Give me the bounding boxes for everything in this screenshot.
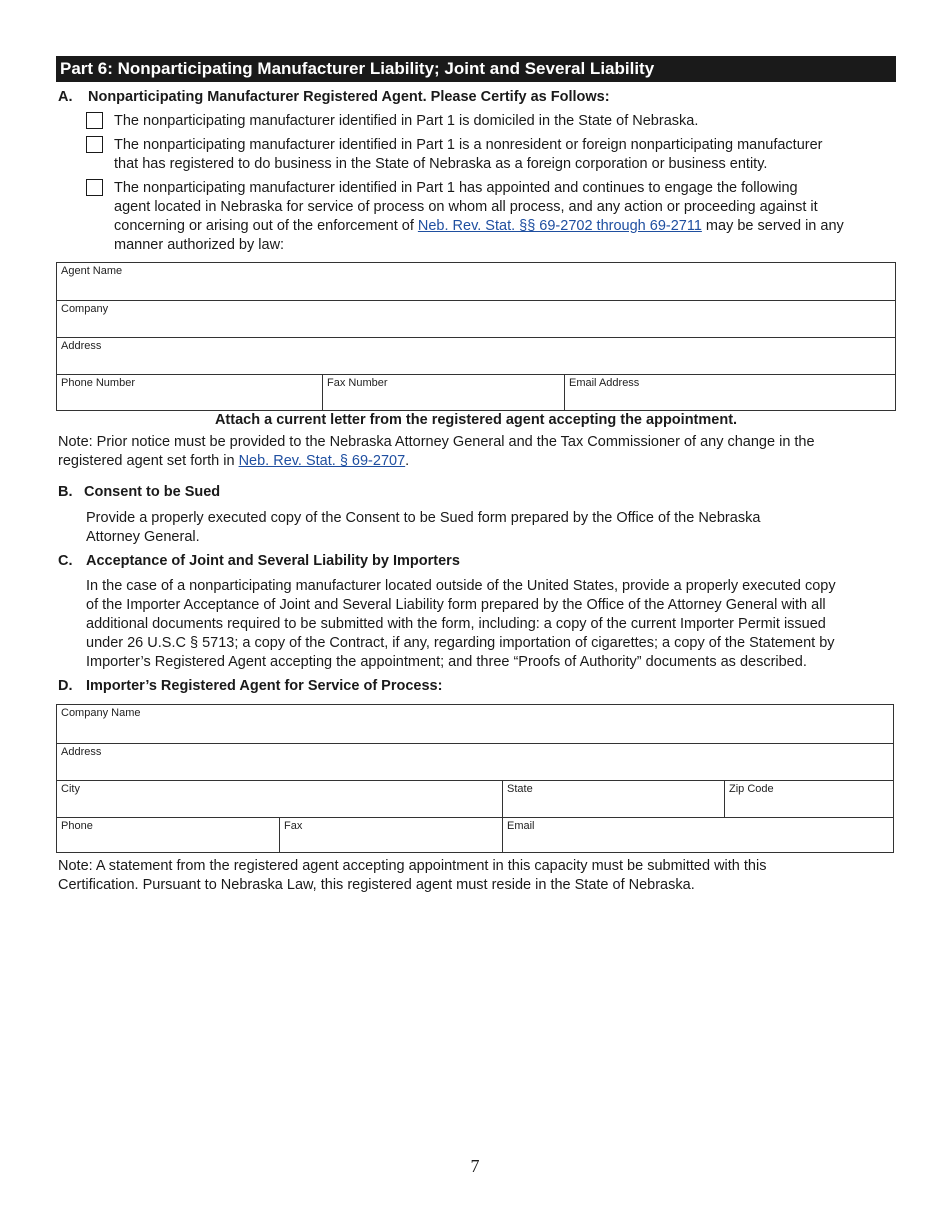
statute-link-69-2707[interactable]: Neb. Rev. Stat. § 69-2707 bbox=[238, 453, 406, 469]
agent-company-input[interactable] bbox=[61, 318, 891, 334]
section-c-line-4: under 26 U.S.C § 5713; a copy of the Contract, if any, regarding importation of cigarettes; a copy of the Statement by bbox=[86, 635, 835, 651]
importer-city-row bbox=[57, 780, 893, 817]
agent-email-input[interactable] bbox=[569, 391, 891, 407]
importer-address-input[interactable] bbox=[61, 761, 889, 777]
section-a-letter: A. bbox=[58, 89, 73, 105]
section-c-line-5: Importer’s Registered Agent accepting the appointment; and three “Proofs of Authority” documents as described. bbox=[86, 654, 807, 670]
agent-address-input[interactable] bbox=[61, 355, 891, 371]
agent-fax-label: Fax Number bbox=[327, 377, 388, 389]
importer-address-cell bbox=[57, 744, 893, 780]
agent-change-note-pre: registered agent set forth in bbox=[58, 453, 239, 469]
section-d-letter: D. bbox=[58, 678, 73, 694]
section-d-title bbox=[58, 677, 442, 695]
agent-change-note-line-2 bbox=[58, 452, 898, 471]
importer-zip-cell bbox=[724, 781, 893, 817]
importer-contact-row bbox=[57, 817, 893, 852]
importer-agent-note-line-2: Certification. Pursuant to Nebraska Law, this registered agent must reside in the State of Nebraska. bbox=[58, 877, 695, 893]
section-d-heading: Importer’s Registered Agent for Service of Process: bbox=[86, 678, 443, 694]
agent-address-cell bbox=[57, 338, 895, 374]
importer-agent-note-line-1: Note: A statement from the registered agent accepting appointment in this capacity must be submitted with this bbox=[58, 858, 767, 874]
importer-agent-note bbox=[58, 857, 898, 895]
agent-name-input[interactable] bbox=[61, 281, 891, 297]
agent-email-cell bbox=[564, 375, 895, 410]
option-appointed-agent-text bbox=[114, 179, 896, 255]
importer-state-cell bbox=[502, 781, 724, 817]
agent-phone-cell bbox=[57, 375, 322, 410]
importer-address-label: Address bbox=[61, 746, 102, 758]
option-agent-line-3-pre: concerning or arising out of the enforcement of bbox=[114, 218, 418, 234]
section-b-letter: B. bbox=[58, 484, 73, 500]
option-foreign-registered bbox=[86, 136, 896, 176]
importer-company-row bbox=[57, 705, 893, 743]
option-agent-line-4: manner authorized by law: bbox=[114, 237, 285, 253]
agent-change-note bbox=[58, 433, 898, 471]
section-b-heading: Consent to be Sued bbox=[84, 484, 221, 500]
importer-email-label: Email bbox=[507, 820, 535, 832]
importer-fax-cell bbox=[279, 818, 502, 852]
agent-phone-input[interactable] bbox=[61, 391, 318, 407]
agent-company-row bbox=[57, 300, 895, 337]
importer-city-input[interactable] bbox=[61, 798, 498, 814]
section-c-title bbox=[58, 552, 460, 570]
option-foreign-line-2: that has registered to do business in the State of Nebraska as a foreign corporation or business entity. bbox=[114, 156, 768, 172]
importer-address-row bbox=[57, 743, 893, 780]
agent-contact-row bbox=[57, 374, 895, 410]
agent-name-cell bbox=[57, 263, 895, 300]
domiciled-checkbox[interactable] bbox=[86, 112, 103, 129]
importer-zip-input[interactable] bbox=[729, 798, 889, 814]
option-foreign-line-1: The nonparticipating manufacturer identified in Part 1 is a nonresident or foreign nonparticipating manufacturer bbox=[114, 137, 823, 153]
importer-company-cell bbox=[57, 705, 893, 743]
option-domiciled bbox=[86, 112, 896, 132]
section-c-line-3: additional documents required to be submitted with the form, including: a copy of the current Importer Permit issued bbox=[86, 616, 826, 632]
section-b-title bbox=[58, 483, 220, 501]
option-domiciled-text: The nonparticipating manufacturer identified in Part 1 is domiciled in the State of Nebraska. bbox=[114, 113, 699, 129]
importer-state-label: State bbox=[507, 783, 533, 795]
importer-email-input[interactable] bbox=[507, 833, 889, 849]
importer-fax-label: Fax bbox=[284, 820, 303, 832]
agent-name-row bbox=[57, 263, 895, 300]
agent-change-note-post: . bbox=[405, 453, 410, 469]
option-agent-line-1: The nonparticipating manufacturer identified in Part 1 has appointed and continues to engage the following bbox=[114, 180, 798, 196]
importer-state-input[interactable] bbox=[507, 798, 720, 814]
agent-company-label: Company bbox=[61, 303, 109, 315]
section-b-line-1: Provide a properly executed copy of the Consent to be Sued form prepared by the Office of the Nebraska bbox=[86, 510, 761, 526]
agent-fax-input[interactable] bbox=[327, 391, 560, 407]
option-agent-line-2: agent located in Nebraska for service of process on whom all process, and any action or proceeding against it bbox=[114, 199, 818, 215]
importer-fax-input[interactable] bbox=[284, 833, 498, 849]
attach-letter-instruction: Attach a current letter from the registered agent accepting the appointment. bbox=[214, 412, 738, 428]
section-c-letter: C. bbox=[58, 553, 73, 569]
importer-email-cell bbox=[502, 818, 893, 852]
importer-phone-cell bbox=[57, 818, 279, 852]
importer-zip-label: Zip Code bbox=[729, 783, 774, 795]
agent-info-table bbox=[56, 262, 896, 411]
importer-agent-table bbox=[56, 704, 894, 853]
agent-fax-cell bbox=[322, 375, 564, 410]
part-6-header: Part 6: Nonparticipating Manufacturer Liability; Joint and Several Liability bbox=[56, 56, 896, 82]
agent-email-label: Email Address bbox=[569, 377, 640, 389]
foreign-registered-checkbox[interactable] bbox=[86, 136, 103, 153]
option-agent-line-3-post: may be served in any bbox=[701, 218, 844, 234]
section-c-heading: Acceptance of Joint and Several Liability by Importers bbox=[86, 553, 460, 569]
page-number: 7 bbox=[470, 1156, 480, 1176]
section-c-body bbox=[86, 577, 896, 672]
agent-phone-label: Phone Number bbox=[61, 377, 135, 389]
agent-address-label: Address bbox=[61, 340, 102, 352]
section-b-body bbox=[86, 509, 896, 547]
importer-city-cell bbox=[57, 781, 502, 817]
agent-name-label: Agent Name bbox=[61, 265, 123, 277]
agent-change-note-line-1: Note: Prior notice must be provided to the Nebraska Attorney General and the Tax Commissioner of any change in the bbox=[58, 434, 815, 450]
section-c-line-2: of the Importer Acceptance of Joint and Several Liability form prepared by the Office of the Attorney General with all bbox=[86, 597, 826, 613]
importer-company-label: Company Name bbox=[61, 707, 141, 719]
importer-city-label: City bbox=[61, 783, 80, 795]
agent-company-cell bbox=[57, 301, 895, 337]
option-appointed-agent bbox=[86, 179, 896, 257]
importer-company-input[interactable] bbox=[61, 724, 889, 740]
agent-address-row bbox=[57, 337, 895, 374]
importer-phone-input[interactable] bbox=[61, 833, 275, 849]
section-a-heading: Nonparticipating Manufacturer Registered Agent. Please Certify as Follows: bbox=[88, 89, 610, 105]
statute-link-69-2702[interactable]: Neb. Rev. Stat. §§ 69-2702 through 69-2711 bbox=[417, 218, 702, 234]
option-agent-line-3 bbox=[114, 217, 896, 236]
importer-phone-label: Phone bbox=[61, 820, 93, 832]
section-c-line-1: In the case of a nonparticipating manufacturer located outside of the United States, provide a properly executed copy bbox=[86, 578, 836, 594]
option-foreign-registered-text bbox=[114, 136, 896, 174]
section-b-line-2: Attorney General. bbox=[86, 529, 200, 545]
section-a-title bbox=[58, 88, 610, 106]
appointed-agent-checkbox[interactable] bbox=[86, 179, 103, 196]
